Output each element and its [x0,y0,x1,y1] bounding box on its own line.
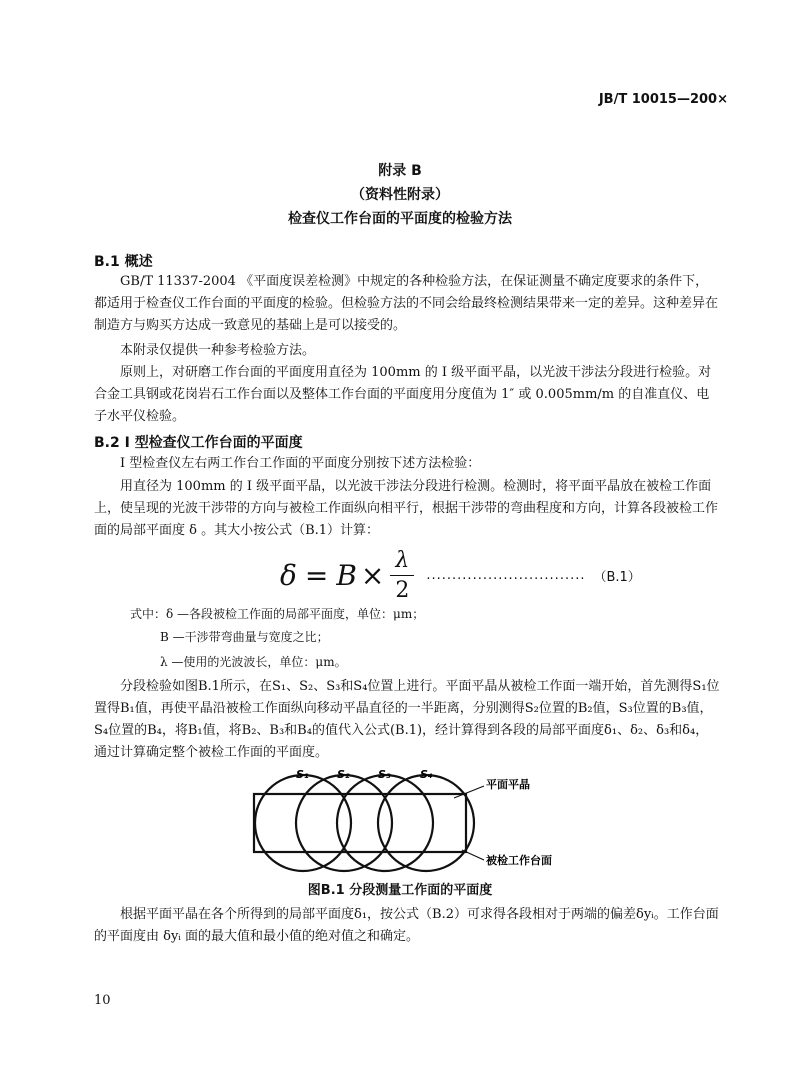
b2-paragraph-3: 分段检验如图B.1所示，在S₁、S₂、S₃和S₄位置上进行。平面平晶从被检工作面一端开始，首先测得S₁位置得B₁值，再使平晶沿被检工作面纵向移动平晶直径的一半距离，分别测得S₂位置的B₂值，S₃位置的B₃值，S₄位置的B₄，将B₁值，将B₂、B₃和B₄的值代入公式(B.1)，经计算得到各段的局部平面度δ₁、δ₂、δ₃和δ₄，通过计算确定整个被检工作面的平面度。 [94,679,720,760]
formula-times: × [360,559,385,592]
symbol-b-definition: B —干涉带弯曲量与宽度之比； [160,630,329,644]
b1-paragraph-2: 本附录仅提供一种参考检验方法。 [120,343,316,358]
b2-paragraph-2: 用直径为 100mm 的 I 级平面平晶，以光波干涉法分段进行检测。检测时，将平面平晶放在被检工作面上，使呈现的光波干涉带的方向与被检工作面纵向相平行，根据干涉带的弯曲程度和方向，计算各段被检工作面的局部平面度 δ 。其大小按公式（B.1）计算： [94,479,719,538]
formula-equals: = [304,559,329,592]
label-s1: S₁ [296,768,309,781]
section-b2-heading: B.2 I 型检查仪工作台面的平面度 [94,435,303,451]
figure-caption: 图B.1 分段测量工作面的平面度 [307,883,493,898]
flat-label: 平面平晶 [486,778,530,791]
appendix-label: 附录 B [378,163,422,179]
appendix-nature: （资料性附录） [351,187,449,203]
label-s3: S₃ [378,768,391,781]
formula-b1 [280,548,641,603]
surface-label: 被检工作台面 [486,854,552,867]
work-surface-rectangle [254,794,466,852]
formula-two: 2 [395,578,410,603]
standard-code: JB/T 10015—200× [598,92,728,107]
appendix-title: 检查仪工作台面的平面度的检验方法 [288,211,512,227]
symbol-delta-definition: 式中：δ —各段被检工作面的局部平面度，单位：μm； [130,607,425,621]
label-s4: S₄ [420,768,433,781]
figure-b1-diagram [240,768,580,874]
fraction-bar [390,575,414,576]
page-number: 10 [94,993,111,1008]
surface-leader-line [462,850,484,860]
b2-paragraph-1: I 型检查仪左右两工作台工作面的平面度分别按下述方法检验： [120,456,481,471]
b1-paragraph-1: GB/T 11337-2004 《平面度误差检测》中规定的各种检验方法，在保证测量不确定度要求的条件下，都适用于检查仪工作台面的平面度的检验。但检验方法的不同会给最终检测结果带来一定的差异。这种差异在制造方与购买方达成一致意见的基础上是可以接受的。 [94,274,719,333]
formula-delta: δ [280,559,297,592]
section-b1-heading: B.1 概述 [94,254,153,270]
formula-fraction [390,548,414,603]
formula-b: B [336,559,357,592]
formula-lambda: λ [395,548,410,573]
label-s2: S₂ [337,768,350,781]
formula-number: （B.1） [593,570,641,585]
closing-paragraph: 根据平面平晶在各个所得到的局部平面度δ₁，按公式（B.2）可求得各段相对于两端的偏差δyᵢ。工作台面的平面度由 δyᵢ 面的最大值和最小值的绝对值之和确定。 [94,907,719,944]
b1-paragraph-3: 原则上，对研磨工作台面的平面度用直径为 100mm 的 I 级平面平晶，以光波干涉法分段进行检验。对合金工具钢或花岗岩石工作台面以及整体工作台面的平面度用分度值为 1″ 或 0.005mm/m 的自准直仪、电子水平仪检验。 [94,365,712,424]
formula-leader-dots: ............................... [426,568,586,583]
symbol-lambda-definition: λ —使用的光波波长，单位：μm。 [160,655,347,669]
